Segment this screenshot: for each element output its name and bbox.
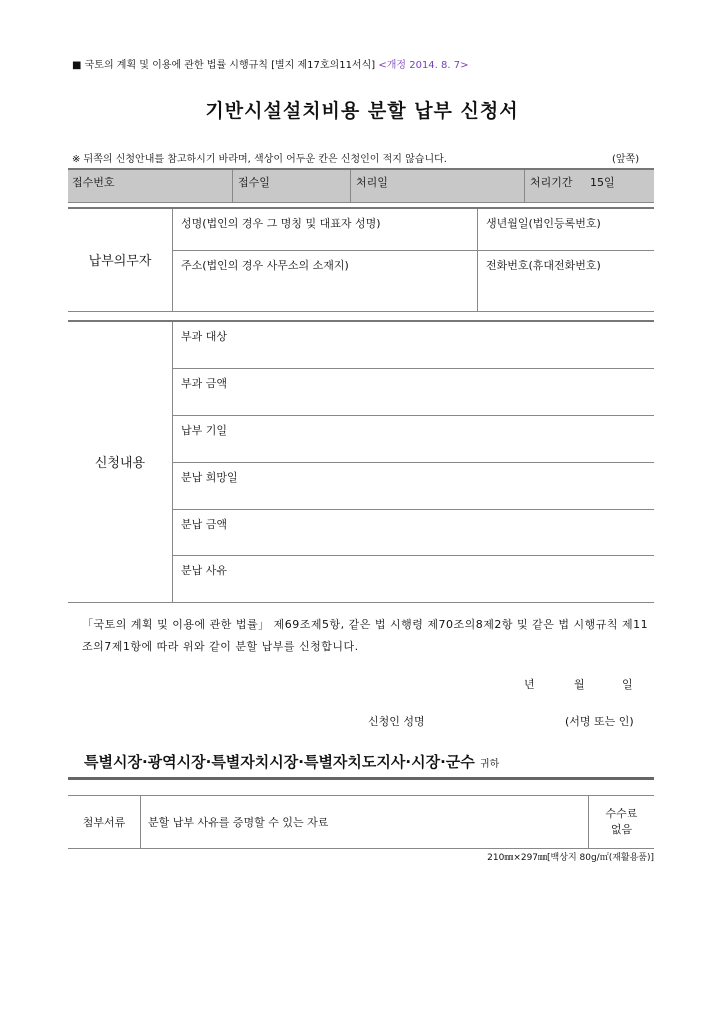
fee-value: 없음 (610, 823, 633, 836)
process-date-label: 처리일 (356, 176, 388, 189)
application-row[interactable] (173, 509, 655, 555)
addressee-suffix: 귀하 (479, 759, 500, 770)
divider (232, 170, 233, 202)
payer-birth-field[interactable] (478, 208, 655, 250)
payer-address-field[interactable] (173, 250, 478, 311)
application-row-label: 부과 금액 (181, 376, 228, 390)
application-row-label: 부과 대상 (181, 330, 228, 343)
application-row-label: 납부 기일 (181, 423, 228, 437)
receipt-date-label: 접수일 (238, 176, 270, 189)
date-day: 일 (622, 678, 633, 691)
application-row[interactable] (173, 462, 655, 509)
attachment-content: 분할 납부 사유를 증명할 수 있는 자료 (148, 816, 329, 829)
attachment-table (68, 795, 654, 849)
date-month: 월 (574, 678, 585, 691)
form-title: 기반시설설치비용 분할 납부 신청서 (205, 100, 519, 122)
divider (68, 777, 654, 780)
payer-name-field[interactable] (173, 208, 478, 250)
application-row[interactable] (173, 555, 655, 602)
receipt-no-label: 접수번호 (72, 176, 115, 189)
application-row-label: 분납 금액 (181, 517, 228, 531)
application-table (68, 320, 654, 603)
payer-label: 납부의무자 (68, 208, 173, 311)
applicant-name-label: 신청인 성명 (368, 715, 425, 728)
addressee-main: 특별시장·광역시장·특별자치시장·특별자치도지사·시장·군수 (84, 753, 475, 771)
divider (350, 170, 351, 202)
attachment-label: 첨부서류 (68, 796, 141, 848)
application-row-label: 분납 희망일 (181, 470, 238, 484)
addressee (84, 751, 499, 772)
payer-table (68, 207, 654, 312)
application-row-label: 분납 사유 (181, 563, 228, 577)
divider (524, 170, 525, 202)
fee-label: 수수료 (605, 807, 638, 820)
reference-text: ■ 국토의 계획 및 이용에 관한 법률 시행규칙 [별지 제17호의11서식] (72, 60, 376, 71)
fee-cell (588, 796, 654, 848)
payer-phone-field[interactable] (478, 250, 655, 311)
payer-birth-label: 생년월일(법인등록번호) (486, 217, 601, 230)
application-row[interactable] (173, 368, 655, 415)
application-label: 신청내용 (68, 321, 173, 602)
processing-bar (68, 168, 654, 203)
payer-phone-label: 전화번호(휴대전화번호) (486, 258, 601, 272)
payer-address-label: 주소(법인의 경우 사무소의 소재지) (181, 258, 349, 272)
application-row[interactable] (173, 415, 655, 462)
page-side: (앞쪽) (612, 154, 640, 165)
period-value: 15일 (590, 176, 615, 189)
form-reference (72, 56, 469, 71)
period-label: 처리기간 (530, 176, 573, 189)
date-year: 년 (524, 678, 535, 691)
signature-mark[interactable]: (서명 또는 인) (565, 715, 634, 728)
application-row[interactable] (173, 321, 655, 368)
declaration-text: 「국토의 계획 및 이용에 관한 법률」 제69조제5항, 같은 법 시행령 제70조의8제2항 및 같은 법 시행규칙 제11조의7제1항에 따라 위와 같이 분할 납부를 신청합니다. (82, 618, 649, 653)
notice-text: ※ 뒤쪽의 신청안내를 참고하시기 바라며, 색상이 어두운 칸은 신청인이 적지 않습니다. (72, 154, 447, 165)
paper-spec: 210㎜×297㎜[백상지 80g/㎡(재활용품)] (487, 853, 654, 863)
revision-text: <개정 2014. 8. 7> (378, 60, 469, 71)
payer-name-label: 성명(법인의 경우 그 명칭 및 대표자 성명) (181, 217, 381, 230)
